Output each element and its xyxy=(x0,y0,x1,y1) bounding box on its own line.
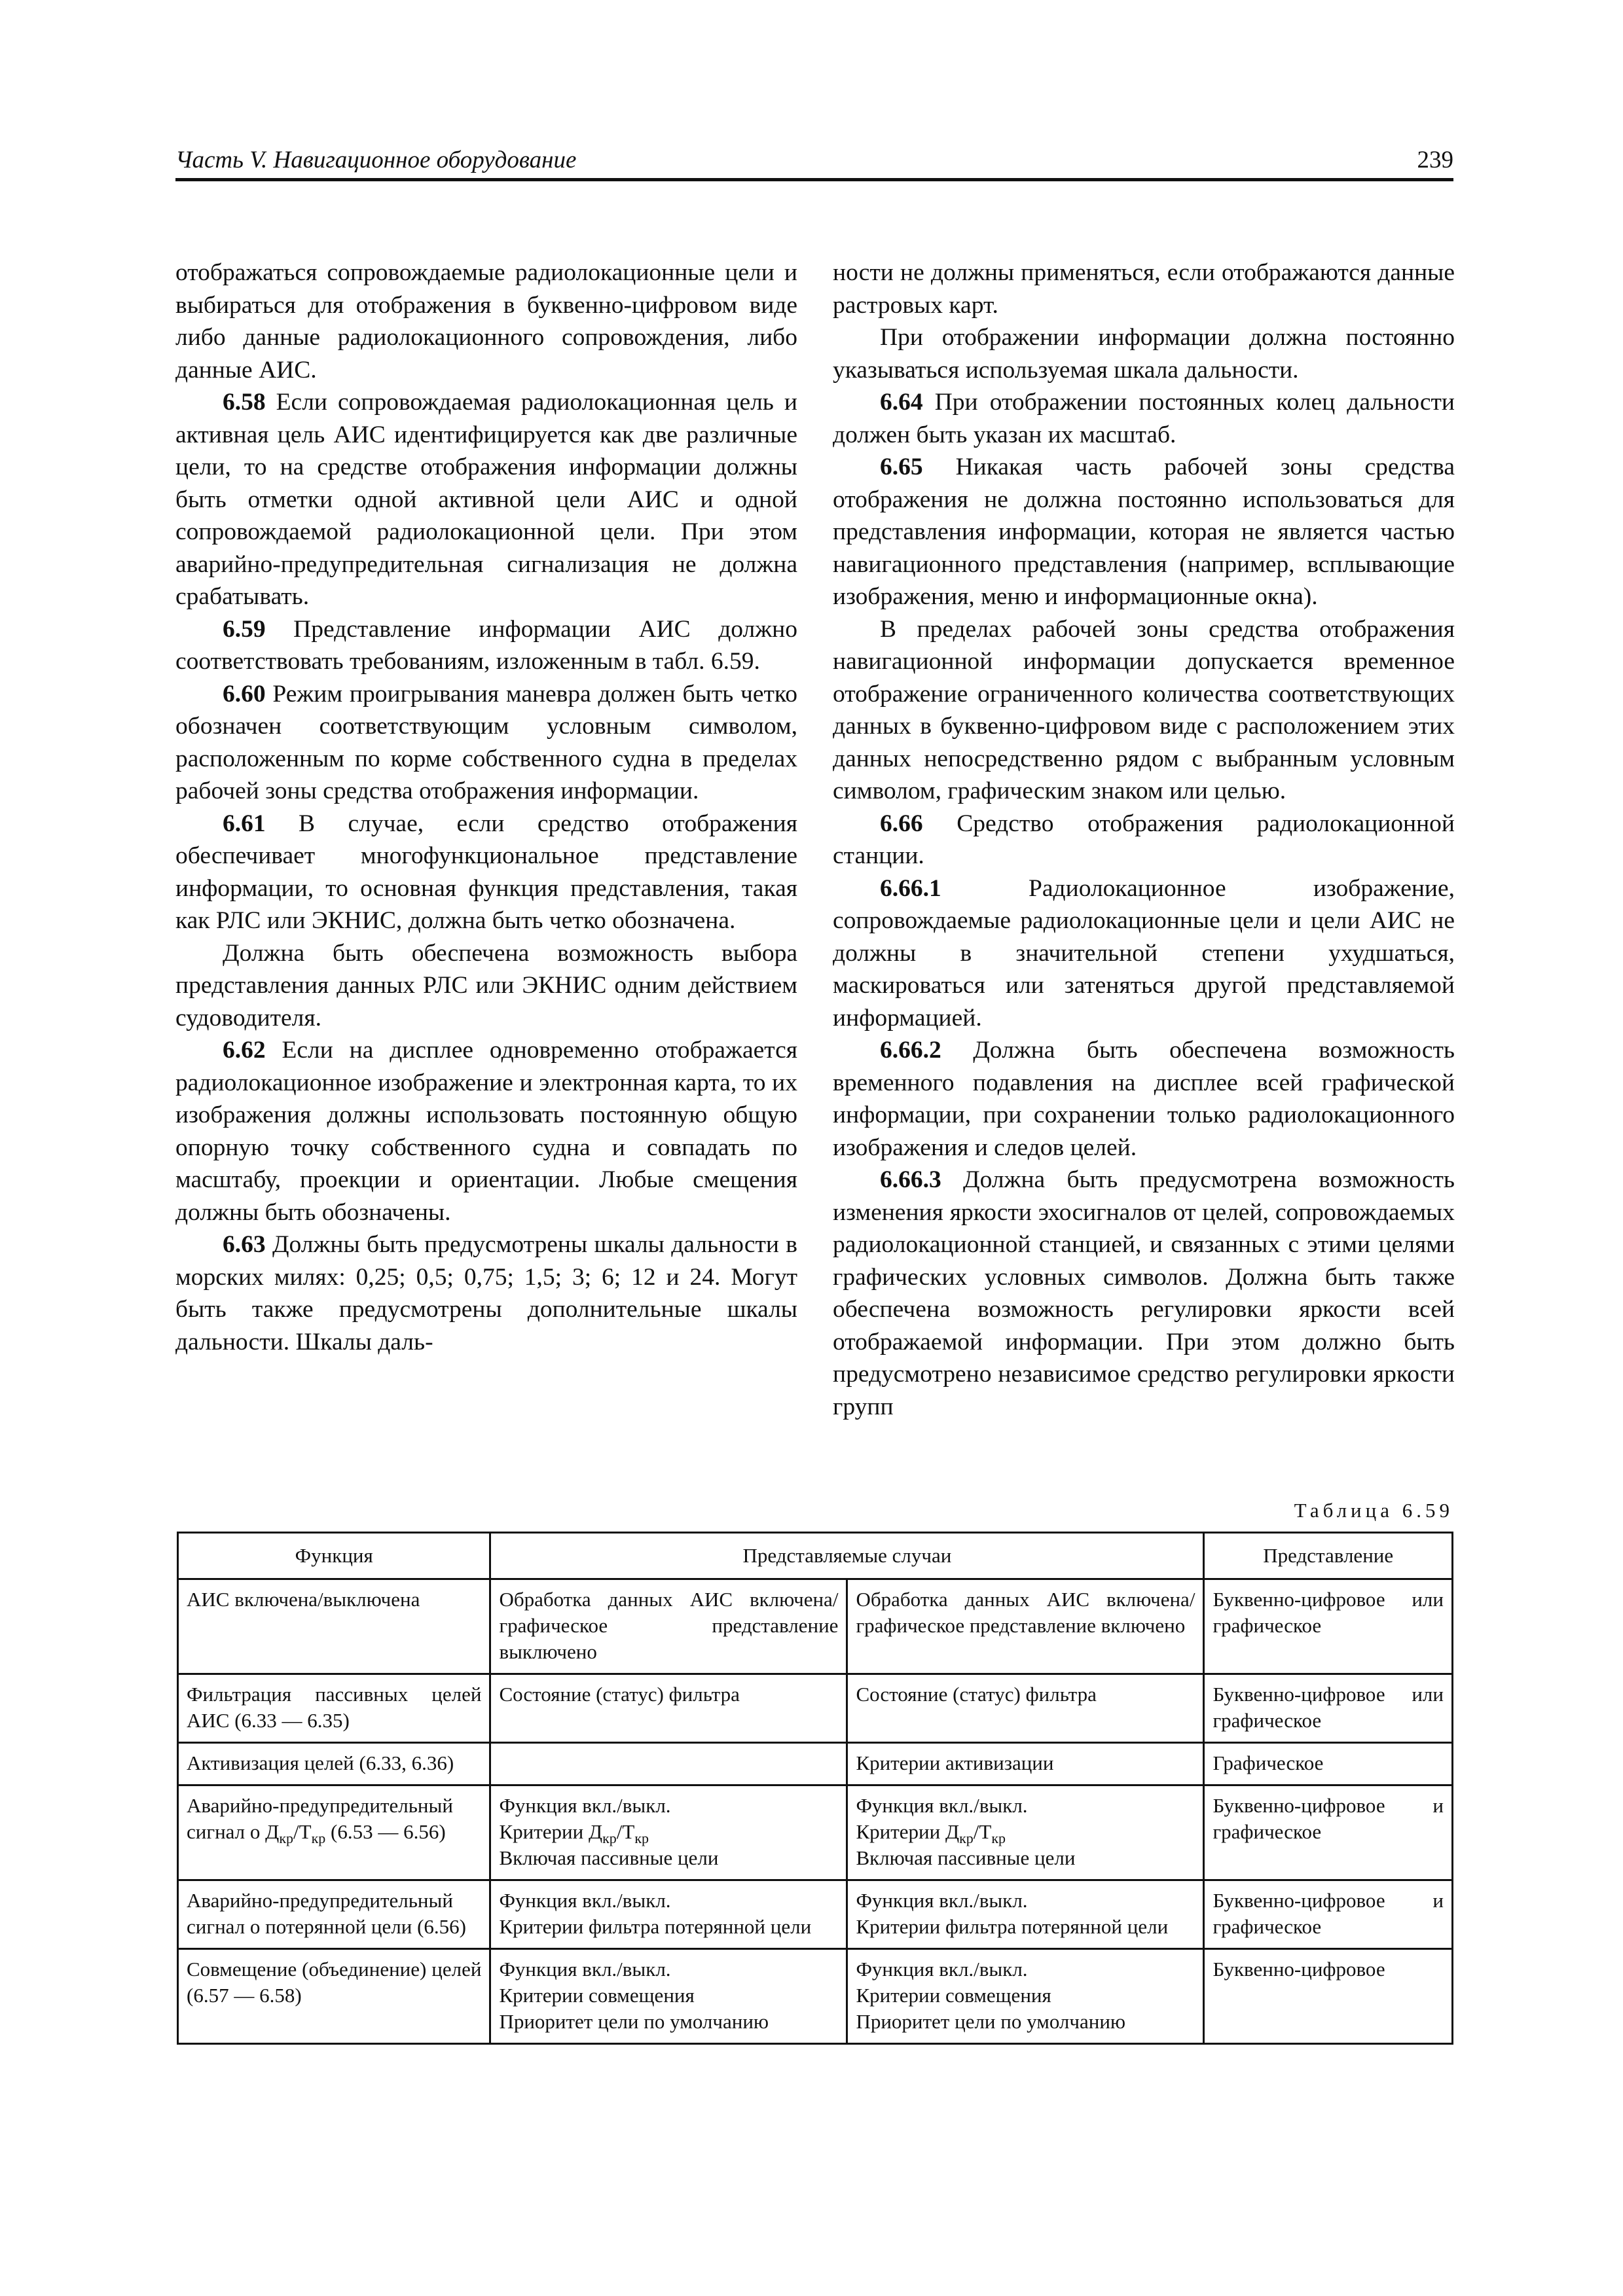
paragraph: 6.58 Если сопровождаемая радиолокационная цель и активная цель АИС идентифицируется как две различные цели, то на средстве отображения информации должны быть отметки одной активной цели АИС и одной сопровождаемой радиолокационной цели. При этом аварийно-предупредительная сигнализация не должна срабатывать. xyxy=(175,389,797,610)
paragraph: ности не должны применяться, если отображаются данные растровых карт. xyxy=(833,259,1455,319)
table-row xyxy=(178,1880,1453,1949)
function-cell: Совмещение (объединение) целей (6.57 — 6.58) xyxy=(178,1949,490,2044)
paragraph: При отображении информации должна постоянно указываться используемая шкала дальности. xyxy=(833,324,1455,384)
function-cell: Фильтрация пассивных целей АИС (6.33 — 6.35) xyxy=(178,1674,490,1743)
paragraph: В пределах рабочей зоны средства отображения навигационной информации допускается временное отображение ограниченного количества соответствующих данных в буквенно-цифровом виде с расположением этих данных непосредственно рядом с выбранным условным символом, графическим знаком или целью. xyxy=(833,615,1455,804)
table-row xyxy=(178,1579,1453,1674)
header-representation: Представление xyxy=(1204,1533,1453,1579)
paragraph: 6.65 Никакая часть рабочей зоны средства отображения не должна постоянно использоваться для представления информации, которая не является частью навигационного представления (например, всплывающие изображения, меню и информационные окна). xyxy=(833,454,1455,610)
paragraph: 6.60 Режим проигрывания маневра должен быть четко обозначен соответствующим условным символом, расположенным по корме собственного судна в пределах рабочей зоны средства отображения информации. xyxy=(175,680,797,804)
paragraph: 6.66.2 Должна быть обеспечена возможность временного подавления на дисплее всей графической информации, при сохранении только радиолокационного изображения и следов целей. xyxy=(833,1037,1455,1161)
paragraph: 6.64 При отображении постоянных колец дальности должен быть указан их масштаб. xyxy=(833,389,1455,448)
case-cell: Функция вкл./выкл. Критерии фильтра потерянной цели xyxy=(490,1880,847,1949)
ais-table xyxy=(177,1532,1453,2045)
paragraph: 6.66.3 Должна быть предусмотрена возможность изменения яркости эхосигналов от целей, сопровождаемых радиолокационной станцией, и связанных с этими целями графических условных символов. Должна быть также обеспечена возможность регулировки яркости всей отображаемой информации. При этом должно быть предусмотрено независимое средство регулировки яркости групп xyxy=(833,1166,1455,1420)
paragraph: 6.59 Представление информации АИС должно соответствовать требованиям, изложенным в табл. 6.59. xyxy=(175,615,797,675)
function-cell: АИС включена/выключена xyxy=(178,1579,490,1674)
clause-number: 6.65 xyxy=(880,454,923,480)
representation-cell: Буквенно-цифровое xyxy=(1204,1949,1453,2044)
case-cell: Обработка данных АИС включена/графическое представление включено xyxy=(847,1579,1204,1674)
clause-number: 6.58 xyxy=(223,389,266,416)
case-cell: Функция вкл./выкл. Критерии совмещения Приоритет цели по умолчанию xyxy=(490,1949,847,2044)
clause-number: 6.61 xyxy=(223,810,266,837)
paragraph: 6.66.1 Радиолокационное изображение, сопровождаемые радиолокационные цели и цели АИС не должны в значительной степени ухудшаться, маскироваться или затеняться другой представляемой информацией. xyxy=(833,874,1455,1031)
representation-cell: Буквенно-цифровое и графическое xyxy=(1204,1880,1453,1949)
paragraph: 6.66 Средство отображения радиолокационной станции. xyxy=(833,810,1455,869)
case-cell: Обработка данных АИС включена/графическое представление выключено xyxy=(490,1579,847,1674)
paragraph: Должна быть обеспечена возможность выбора представления данных РЛС или ЭКНИС одним действием судоводителя. xyxy=(175,939,797,1031)
left-column xyxy=(175,257,797,1358)
case-cell: Состояние (статус) фильтра xyxy=(847,1674,1204,1743)
paragraph: 6.62 Если на дисплее одновременно отображается радиолокационное изображение и электронная карта, то их изображения должны использовать постоянную общую опорную точку собственного судна и совпадать по масштабу, проекции и ориентации. Любые смещения должны быть обозначены. xyxy=(175,1037,797,1226)
paragraph: 6.63 Должны быть предусмотрены шкалы дальности в морских милях: 0,25; 0,5; 0,75; 1,5; 3; 6; 12 и 24. Могут быть также предусмотрены дополнительные шкалы дальности. Шкалы даль- xyxy=(175,1231,797,1355)
representation-cell: Буквенно-цифровое и графическое xyxy=(1204,1785,1453,1880)
table-row xyxy=(178,1949,1453,2044)
case-cell: Критерии активизации xyxy=(847,1743,1204,1785)
case-cell xyxy=(490,1743,847,1785)
header-cases: Представляемые случаи xyxy=(490,1533,1204,1579)
case-cell: Функция вкл./выкл. Критерии фильтра потерянной цели xyxy=(847,1880,1204,1949)
right-column xyxy=(833,257,1455,1423)
running-title: Часть V. Навигационное оборудование xyxy=(175,147,577,173)
clause-number: 6.64 xyxy=(880,389,923,416)
case-cell: Функция вкл./выкл. Критерии совмещения Приоритет цели по умолчанию xyxy=(847,1949,1204,2044)
representation-cell: Буквенно-цифровое или графическое xyxy=(1204,1579,1453,1674)
paragraph: отображаться сопровождаемые радиолокационные цели и выбираться для отображения в буквенно-цифровом виде либо данные радиолокационного сопровождения, либо данные АИС. xyxy=(175,259,797,384)
function-cell: Активизация целей (6.33, 6.36) xyxy=(178,1743,490,1785)
case-cell: Функция вкл./выкл. Критерии $Д_{кр}/Т_{кр}$ Включая пассивные цели xyxy=(490,1785,847,1880)
representation-cell: Графическое xyxy=(1204,1743,1453,1785)
clause-number: 6.66 xyxy=(880,810,923,837)
table-row xyxy=(178,1785,1453,1880)
table-caption: Таблица 6.59 xyxy=(1294,1499,1453,1522)
clause-number: 6.66.1 xyxy=(880,874,941,902)
table-row xyxy=(178,1674,1453,1743)
clause-number: 6.59 xyxy=(223,615,266,643)
table-header-row xyxy=(178,1533,1453,1579)
page-header xyxy=(175,143,1453,181)
clause-number: 6.66.2 xyxy=(880,1037,941,1064)
header-function: Функция xyxy=(178,1533,490,1579)
page-number: 239 xyxy=(1417,147,1453,173)
clause-number: 6.66.3 xyxy=(880,1166,941,1193)
representation-cell: Буквенно-цифровое или графическое xyxy=(1204,1674,1453,1743)
clause-number: 6.63 xyxy=(223,1231,266,1258)
case-cell: Функция вкл./выкл. Критерии $Д_{кр}/Т_{кр}$ Включая пассивные цели xyxy=(847,1785,1204,1880)
clause-number: 6.60 xyxy=(223,680,266,708)
clause-number: 6.62 xyxy=(223,1037,266,1064)
case-cell: Состояние (статус) фильтра xyxy=(490,1674,847,1743)
function-cell: Аварийно-предупредительный сигнал о потерянной цели (6.56) xyxy=(178,1880,490,1949)
table-row xyxy=(178,1743,1453,1785)
function-cell: Аварийно-предупредительный сигнал о $Д_{кр}/Т_{кр}$ (6.53 — 6.56) xyxy=(178,1785,490,1880)
paragraph: 6.61 В случае, если средство отображения обеспечивает многофункциональное представление информации, то основная функция представления, такая как РЛС или ЭКНИС, должна быть четко обозначена. xyxy=(175,810,797,934)
